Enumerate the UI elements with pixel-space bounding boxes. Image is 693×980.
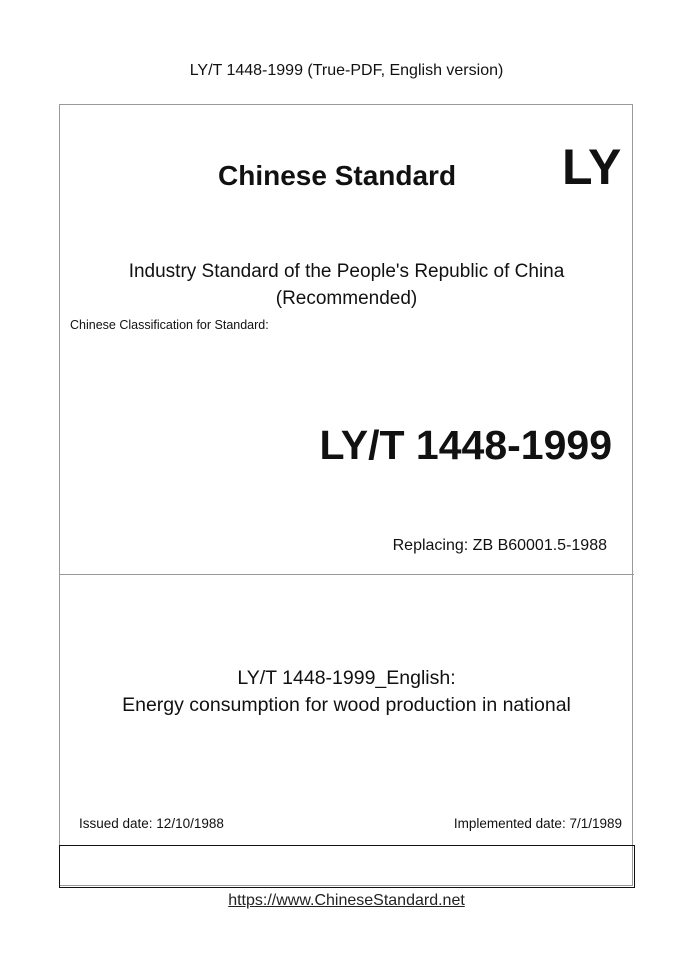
document-title-line-2: Energy consumption for wood production in national bbox=[122, 694, 571, 716]
classification-label: Chinese Classification for Standard: bbox=[70, 318, 269, 332]
industry-standard-heading bbox=[59, 258, 634, 312]
implemented-date: Implemented date: 7/1/1989 bbox=[453, 816, 622, 831]
document-title bbox=[59, 665, 634, 719]
bottom-box bbox=[59, 845, 635, 888]
cover-title: Chinese Standard bbox=[218, 160, 457, 191]
document-title-line-1: LY/T 1448-1999_English: bbox=[237, 667, 456, 689]
standard-code: LY/T 1448-1999 bbox=[319, 422, 612, 468]
footer bbox=[0, 892, 693, 910]
replacing-text: Replacing: ZB B60001.5-1988 bbox=[392, 537, 607, 554]
standard-prefix-logo: LY bbox=[562, 139, 622, 195]
issued-date: Issued date: 12/10/1988 bbox=[79, 816, 224, 831]
website-link[interactable]: https://www.ChineseStandard.net bbox=[228, 892, 465, 909]
industry-line-1: Industry Standard of the People's Republic of China bbox=[128, 261, 565, 282]
industry-line-2: (Recommended) bbox=[275, 288, 418, 309]
cover-frame bbox=[59, 104, 633, 886]
page-header: LY/T 1448-1999 (True-PDF, English version) bbox=[189, 62, 504, 79]
divider bbox=[59, 574, 634, 575]
